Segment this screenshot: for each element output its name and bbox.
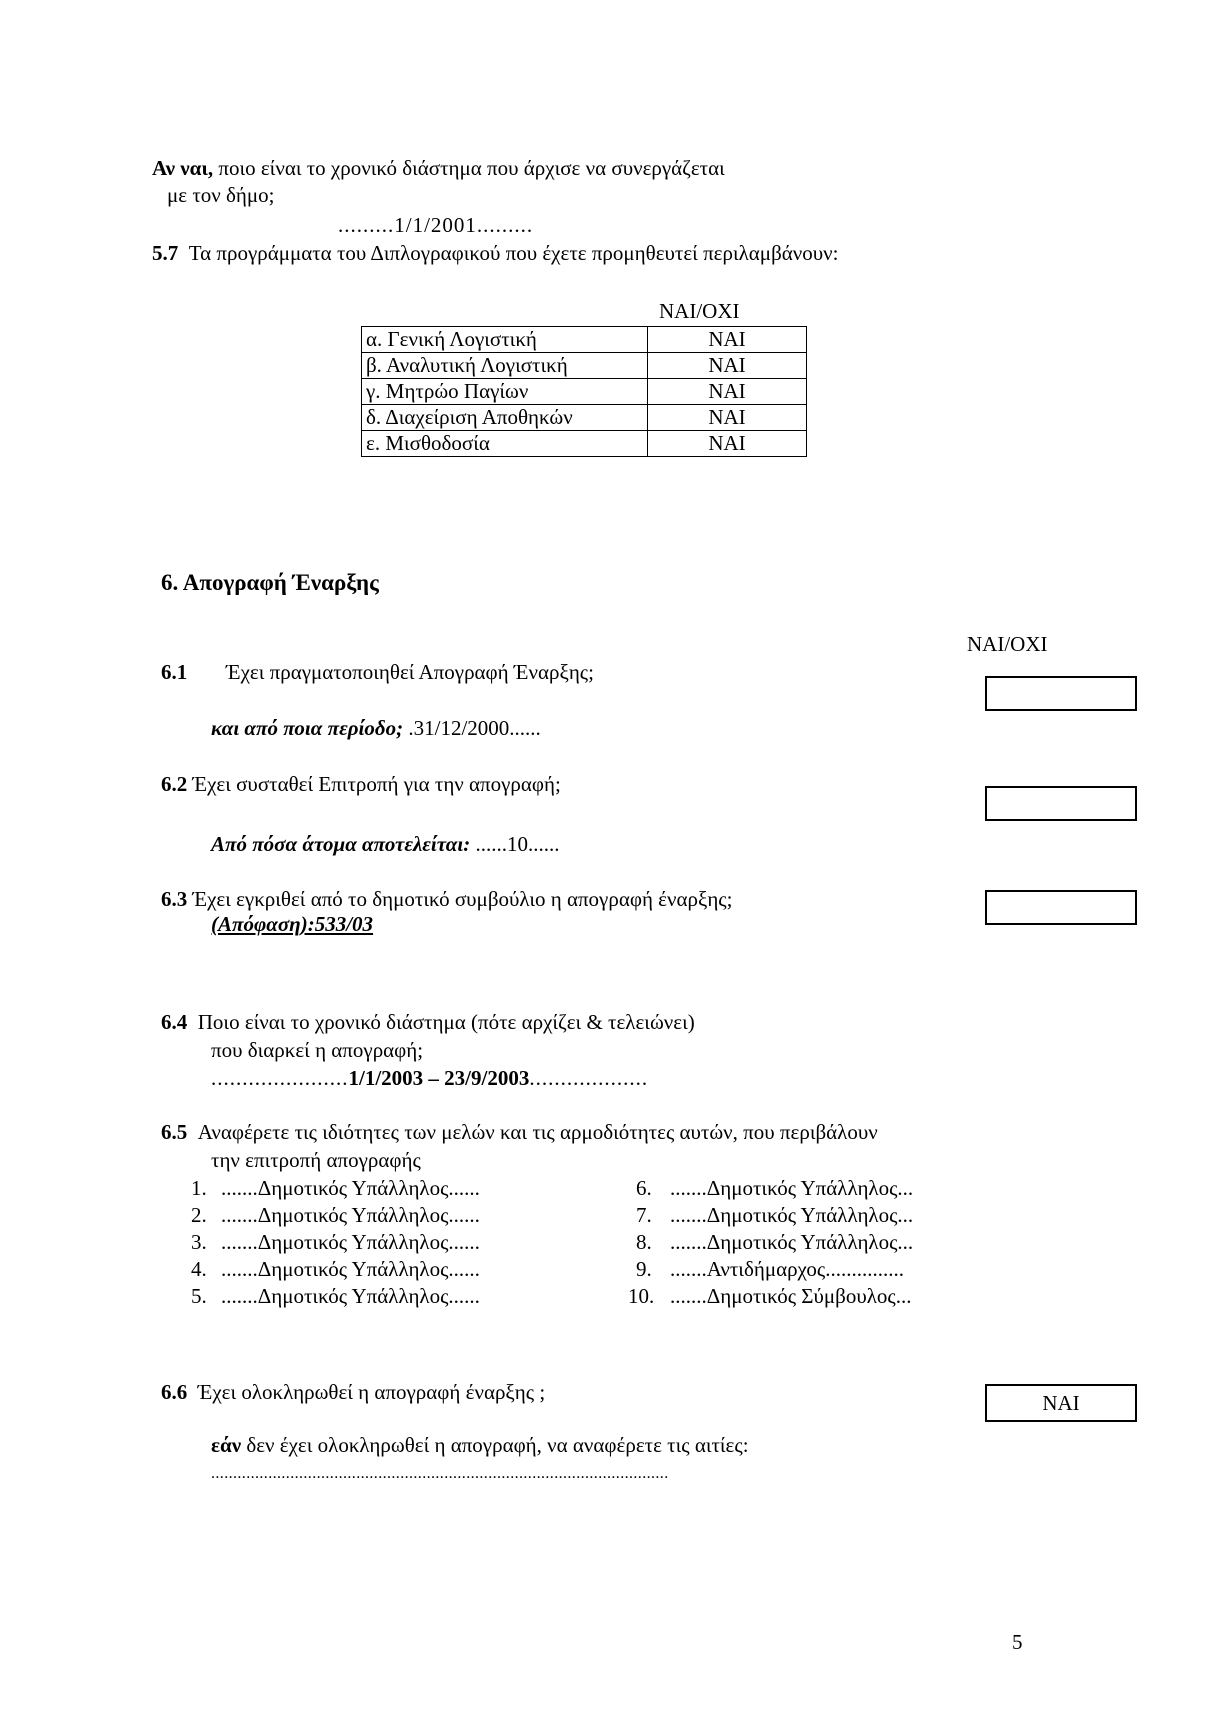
table-row bbox=[362, 327, 807, 353]
list-item bbox=[636, 1257, 904, 1281]
member-number: 6. bbox=[636, 1176, 652, 1200]
member-number: 10. bbox=[628, 1284, 655, 1308]
q6-2-text: Έχει συσταθεί Επιτροπή για την απογραφή; bbox=[192, 772, 561, 796]
list-item bbox=[191, 1257, 480, 1281]
q6-5-text2: την επιτροπή απογραφής bbox=[211, 1148, 421, 1172]
q6-5-number: 6.5 bbox=[161, 1120, 188, 1144]
intro-question bbox=[152, 156, 725, 180]
list-item bbox=[191, 1176, 480, 1200]
q6-1-text: Έχει πραγματοποιηθεί Απογραφή Έναρξης; bbox=[226, 660, 594, 684]
q6-1-sub-label: και από ποια περίοδο; bbox=[211, 716, 404, 740]
member-role: .......Αντιδήμαρχος............... bbox=[670, 1257, 904, 1281]
q6-3-answer-box[interactable] bbox=[985, 890, 1137, 925]
program-value: ΝΑΙ bbox=[648, 327, 807, 353]
section-6-heading: 6. Απογραφή Έναρξης bbox=[161, 570, 379, 595]
q6-6-sub bbox=[211, 1433, 749, 1457]
member-role: .......Δημοτικός Σύμβουλος... bbox=[670, 1284, 912, 1308]
q6-6-dots: ........................................................................................................ bbox=[211, 1465, 669, 1482]
q6-4-number: 6.4 bbox=[161, 1010, 188, 1034]
q6-6-sub-bold: εάν bbox=[211, 1433, 242, 1457]
list-item bbox=[628, 1284, 911, 1308]
q6-4-answer-pre: ...................... bbox=[211, 1066, 349, 1090]
section-6-column-header: ΝΑΙ/ΟΧΙ bbox=[967, 632, 1048, 656]
member-role: .......Δημοτικός Υπάλληλος...... bbox=[221, 1284, 480, 1308]
section-5-7-number: 5.7 bbox=[152, 241, 179, 265]
q6-1 bbox=[161, 660, 187, 684]
program-label: α. Γενική Λογιστική bbox=[362, 327, 648, 353]
q6-3-text: Έχει εγκριθεί από το δημοτικό συμβούλιο η απογραφή έναρξης; bbox=[192, 887, 733, 911]
member-role: .......Δημοτικός Υπάλληλος...... bbox=[221, 1176, 480, 1200]
q6-3-decision: (Απόφαση):533/03 bbox=[211, 912, 374, 936]
q6-6-sub-rest: δεν έχει ολοκληρωθεί η απογραφή, να αναφέρετε τις αιτίες: bbox=[241, 1433, 749, 1457]
table-row bbox=[362, 405, 807, 431]
page-number: 5 bbox=[1012, 1630, 1023, 1654]
program-value: ΝΑΙ bbox=[648, 379, 807, 405]
member-role: .......Δημοτικός Υπάλληλος... bbox=[670, 1203, 914, 1227]
q6-3-number: 6.3 bbox=[161, 887, 188, 911]
intro-question-line2: με τον δήμο; bbox=[167, 183, 275, 207]
intro-answer: .........1/1/2001......... bbox=[338, 213, 534, 237]
q6-4-text: Ποιο είναι το χρονικό διάστημα (πότε αρχίζει & τελειώνει) bbox=[197, 1010, 695, 1034]
section-5-7-text: Τα προγράμματα του Διπλογραφικού που έχετε προμηθευτεί περιλαμβάνουν: bbox=[188, 241, 839, 265]
intro-question-bold: Αν ναι, bbox=[152, 156, 214, 180]
q6-2-answer-box[interactable] bbox=[985, 786, 1137, 821]
list-item bbox=[636, 1203, 913, 1227]
q6-6-answer-box[interactable]: ΝΑΙ bbox=[985, 1384, 1137, 1422]
programs-table bbox=[361, 326, 807, 457]
intro-question-rest: ποιο είναι το χρονικό διάστημα που άρχισε να συνεργάζεται bbox=[213, 156, 725, 180]
member-number: 1. bbox=[191, 1176, 207, 1200]
programs-column-header: ΝΑΙ/ΟΧΙ bbox=[659, 299, 740, 323]
q6-2-sub-label: Από πόσα άτομα αποτελείται: bbox=[211, 832, 471, 856]
q6-5-text: Αναφέρετε τις ιδιότητες των μελών και τις αρμοδιότητες αυτών, που περιβάλουν bbox=[197, 1120, 878, 1144]
q6-1-answer-box[interactable] bbox=[985, 676, 1137, 711]
q6-4-text2: που διαρκεί η απογραφή; bbox=[211, 1038, 424, 1062]
program-label: γ. Μητρώο Παγίων bbox=[362, 379, 648, 405]
program-value: ΝΑΙ bbox=[648, 405, 807, 431]
member-role: .......Δημοτικός Υπάλληλος...... bbox=[221, 1257, 480, 1281]
q6-4-answer-line bbox=[211, 1066, 648, 1090]
member-role: .......Δημοτικός Υπάλληλος... bbox=[670, 1230, 914, 1254]
member-number: 2. bbox=[191, 1203, 207, 1227]
member-number: 9. bbox=[636, 1257, 652, 1281]
list-item bbox=[191, 1284, 480, 1308]
q6-6 bbox=[161, 1380, 545, 1404]
q6-2-sub-value: ......10...... bbox=[475, 832, 560, 856]
program-label: β. Αναλυτική Λογιστική bbox=[362, 353, 648, 379]
table-row bbox=[362, 353, 807, 379]
member-number: 8. bbox=[636, 1230, 652, 1254]
q6-5 bbox=[161, 1120, 878, 1144]
member-role: .......Δημοτικός Υπάλληλος...... bbox=[221, 1230, 480, 1254]
member-number: 3. bbox=[191, 1230, 207, 1254]
program-value: ΝΑΙ bbox=[648, 431, 807, 457]
q6-3 bbox=[161, 887, 732, 911]
table-row bbox=[362, 379, 807, 405]
q6-4-answer: 1/1/2003 – 23/9/2003 bbox=[348, 1066, 530, 1090]
q6-2 bbox=[161, 772, 561, 796]
q6-2-sub bbox=[211, 832, 559, 856]
section-5-7 bbox=[152, 241, 838, 265]
q6-1-number: 6.1 bbox=[161, 660, 188, 684]
list-item bbox=[636, 1230, 913, 1254]
q6-1-sub bbox=[211, 716, 541, 740]
q6-6-text: Έχει ολοκληρωθεί η απογραφή έναρξης ; bbox=[197, 1380, 546, 1404]
member-number: 4. bbox=[191, 1257, 207, 1281]
program-label: ε. Μισθοδοσία bbox=[362, 431, 648, 457]
list-item bbox=[191, 1230, 480, 1254]
q6-6-number: 6.6 bbox=[161, 1380, 188, 1404]
q6-1-sub-value: .31/12/2000...... bbox=[408, 716, 541, 740]
q6-4 bbox=[161, 1010, 695, 1034]
program-value: ΝΑΙ bbox=[648, 353, 807, 379]
program-label: δ. Διαχείριση Αποθηκών bbox=[362, 405, 648, 431]
table-row bbox=[362, 431, 807, 457]
member-number: 7. bbox=[636, 1203, 652, 1227]
member-role: .......Δημοτικός Υπάλληλος...... bbox=[221, 1203, 480, 1227]
q6-2-number: 6.2 bbox=[161, 772, 188, 796]
q6-4-answer-post: ................... bbox=[529, 1066, 649, 1090]
list-item bbox=[191, 1203, 480, 1227]
member-number: 5. bbox=[191, 1284, 207, 1308]
member-role: .......Δημοτικός Υπάλληλος... bbox=[670, 1176, 914, 1200]
list-item bbox=[636, 1176, 913, 1200]
